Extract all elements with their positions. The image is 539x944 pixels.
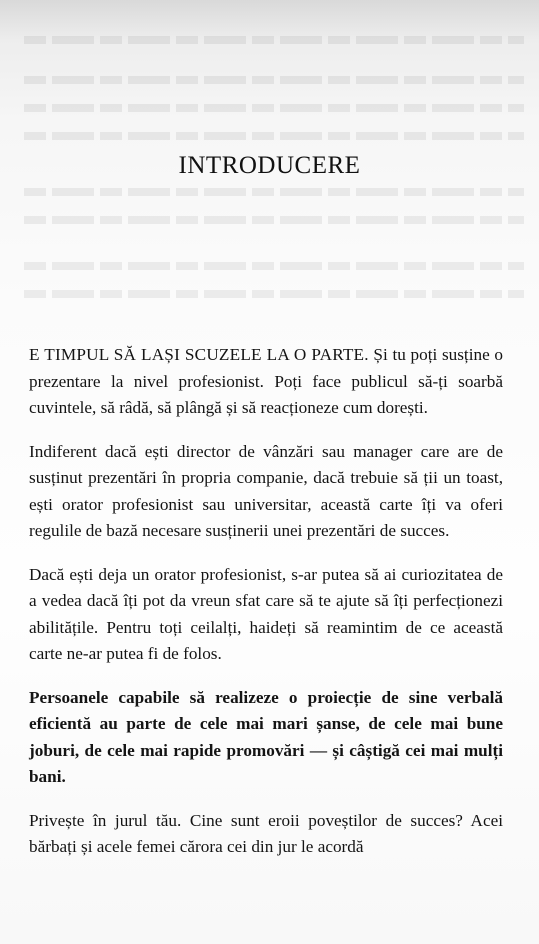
paragraph-1-rest: Și tu poți susține o prezentare la nivel profesionist. Poți face publicul să-ți soarbă cuvintele, să râdă, să plângă și să reacționeze cum dorești. bbox=[29, 345, 504, 417]
chapter-title: INTRODUCERE bbox=[178, 152, 361, 179]
paragraph-4-bold: Persoanele capabile să realizeze o proiecție de sine verbală eficientă au parte de cele mai mari șanse, de cele mai bune joburi, de cele mai rapide promovări — și câștigă cei mai mulți bani. bbox=[29, 687, 503, 786]
paragraph-3: Dacă ești deja un orator profesionist, s-ar putea să ai curiozitatea de a vedea dacă îți pot da vreun sfat care să te ajute să îți perfecționezi abilitățile. Pentru toți ceilalți, haideți să reamintim de ce această carte ne-ar putea fi de folos. bbox=[29, 564, 503, 663]
paragraph-1 bbox=[29, 342, 503, 422]
body-text bbox=[29, 342, 503, 861]
paragraph-1-lead: E TIMPUL SĂ LAȘI SCUZELE LA O PARTE. bbox=[29, 345, 369, 364]
paragraph-2: Indiferent dacă ești director de vânzări sau manager care are de susținut prezentări în propria companie, dacă trebuie să ții un toast, ești orator profesionist sau universitar, această carte îți va oferi regulile de bază necesare susținerii unei prezentări de succes. bbox=[29, 441, 503, 540]
paragraph-5: Privește în jurul tău. Cine sunt eroii poveștilor de succes? Acei bărbați și acele femei cărora cei din jur le acordă bbox=[29, 810, 503, 856]
